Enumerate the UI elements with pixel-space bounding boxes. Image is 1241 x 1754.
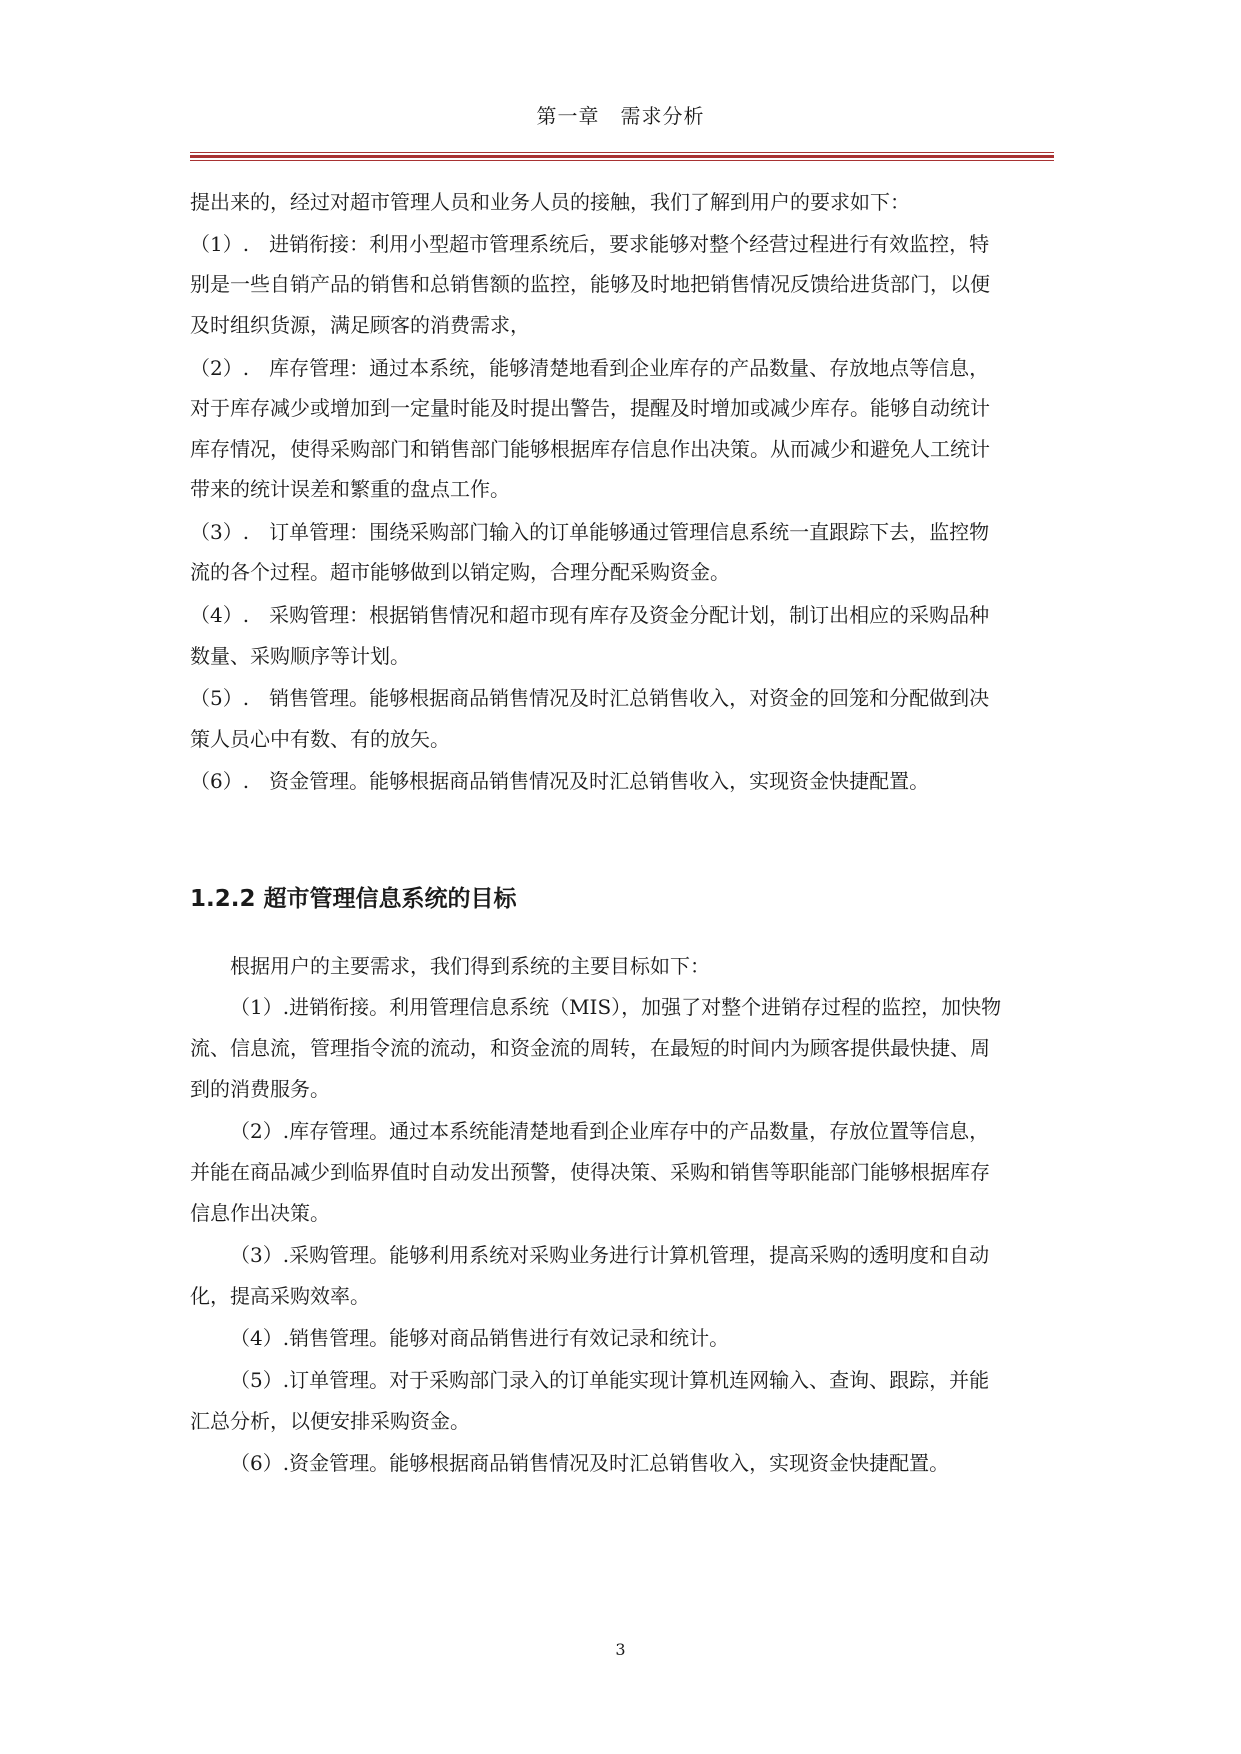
body-line: （4）.销售管理。能够对商品销售进行有效记录和统计。 bbox=[230, 1326, 730, 1350]
header-rule-thick bbox=[190, 155, 1054, 158]
page-number: 3 bbox=[615, 1640, 626, 1659]
body-line: （5）.订单管理。对于采购部门录入的订单能实现计算机连网输入、查询、跟踪，并能 bbox=[230, 1368, 990, 1392]
body-line: （5）. 销售管理。能够根据商品销售情况及时汇总销售收入，对资金的回笼和分配做到决 bbox=[190, 686, 990, 710]
body-line: （2）.库存管理。通过本系统能清楚地看到企业库存中的产品数量，存放位置等信息， bbox=[230, 1119, 990, 1143]
body-line: 信息作出决策。 bbox=[190, 1201, 330, 1225]
body-line: （6）.资金管理。能够根据商品销售情况及时汇总销售收入，实现资金快捷配置。 bbox=[230, 1451, 950, 1475]
body-line: 库存情况，使得采购部门和销售部门能够根据库存信息作出决策。从而减少和避免人工统计 bbox=[190, 437, 990, 461]
body-line: （2）. 库存管理：通过本系统，能够清楚地看到企业库存的产品数量、存放地点等信息， bbox=[190, 356, 990, 380]
body-line: 并能在商品减少到临界值时自动发出预警，使得决策、采购和销售等职能部门能够根据库存 bbox=[190, 1160, 990, 1184]
body-line: 流、信息流，管理指令流的流动，和资金流的周转，在最短的时间内为顾客提供最快捷、周 bbox=[190, 1036, 990, 1060]
body-line: 到的消费服务。 bbox=[190, 1077, 330, 1101]
body-line: （1）. 进销衔接：利用小型超市管理系统后，要求能够对整个经营过程进行有效监控，特 bbox=[190, 232, 990, 256]
body-line: 及时组织货源，满足顾客的消费需求， bbox=[190, 313, 530, 337]
body-line: 化，提高采购效率。 bbox=[190, 1284, 370, 1308]
body-line: 提出来的，经过对超市管理人员和业务人员的接触，我们了解到用户的要求如下： bbox=[190, 190, 910, 214]
body-line: 汇总分析，以便安排采购资金。 bbox=[190, 1409, 470, 1433]
section-heading: 1.2.2 超市管理信息系统的目标 bbox=[190, 886, 517, 912]
body-line: （3）.采购管理。能够利用系统对采购业务进行计算机管理，提高采购的透明度和自动 bbox=[230, 1243, 990, 1267]
body-line: 流的各个过程。超市能够做到以销定购，合理分配采购资金。 bbox=[190, 560, 730, 584]
body-line: （6）. 资金管理。能够根据商品销售情况及时汇总销售收入，实现资金快捷配置。 bbox=[190, 769, 930, 793]
header-rule-bottom bbox=[190, 160, 1054, 161]
body-line: （3）. 订单管理：围绕采购部门输入的订单能够通过管理信息系统一直跟踪下去，监控物 bbox=[190, 520, 990, 544]
body-line: 别是一些自销产品的销售和总销售额的监控，能够及时地把销售情况反馈给进货部门，以便 bbox=[190, 272, 990, 296]
chapter-header: 第一章 需求分析 bbox=[536, 104, 705, 128]
body-line: 带来的统计误差和繁重的盘点工作。 bbox=[190, 477, 510, 501]
body-line: 根据用户的主要需求，我们得到系统的主要目标如下： bbox=[230, 954, 710, 978]
body-line: （4）. 采购管理：根据销售情况和超市现有库存及资金分配计划，制订出相应的采购品种 bbox=[190, 603, 990, 627]
body-line: 数量、采购顺序等计划。 bbox=[190, 644, 410, 668]
body-line: 策人员心中有数、有的放矢。 bbox=[190, 727, 450, 751]
body-line: 对于库存减少或增加到一定量时能及时提出警告，提醒及时增加或减少库存。能够自动统计 bbox=[190, 396, 990, 420]
body-line: （1）.进销衔接。利用管理信息系统（MIS），加强了对整个进销存过程的监控，加快物 bbox=[230, 995, 1002, 1019]
header-rule-top bbox=[190, 152, 1054, 153]
